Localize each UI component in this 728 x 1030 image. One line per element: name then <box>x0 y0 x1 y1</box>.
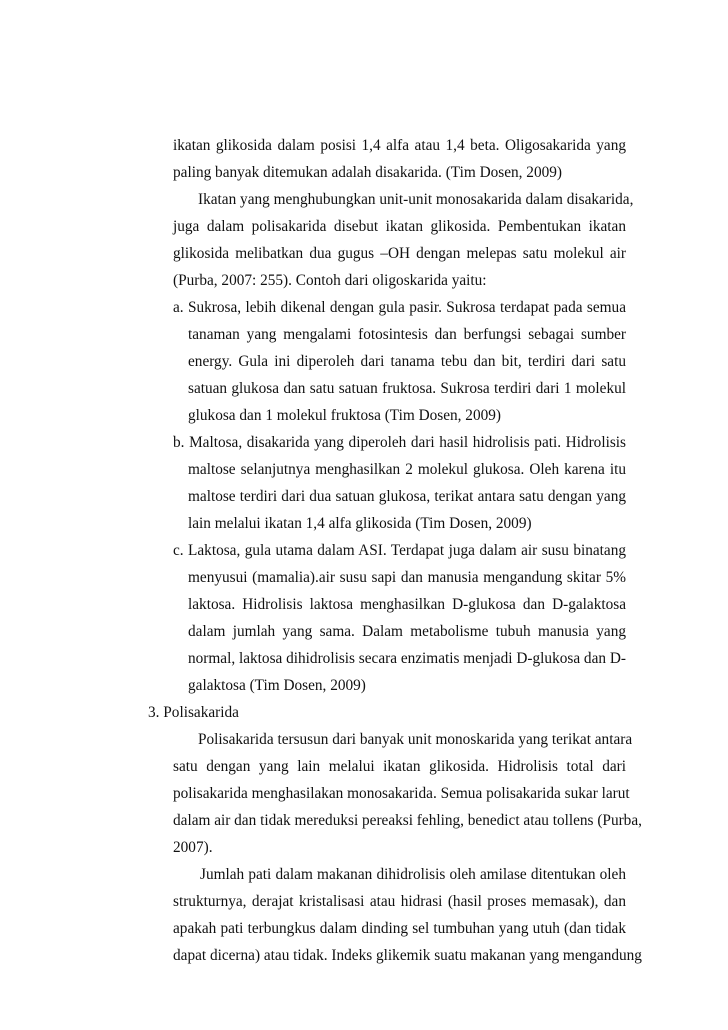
text-line: lain melalui ikatan 1,4 alfa glikosida (Tim Dosen, 2009) <box>188 515 532 532</box>
text-line: polisakarida menghasilakan monosakarida. Semua polisakarida sukar larut <box>173 785 630 802</box>
text-line: dapat dicerna) atau tidak. Indeks glikemik suatu makanan yang mengandung <box>173 947 642 964</box>
text-line: juga dalam polisakarida disebut ikatan glikosida. Pembentukan ikatan <box>173 218 626 235</box>
section-heading: 3. Polisakarida <box>148 704 239 721</box>
text-line: glikosida melibatkan dua gugus –OH dengan melepas satu molekul air <box>173 245 626 262</box>
text-line: dalam jumlah yang sama. Dalam metabolisme tubuh manusia yang <box>188 623 626 640</box>
text-line: normal, laktosa dihidrolisis secara enzimatis menjadi D-glukosa dan D- <box>188 650 626 667</box>
text-line: maltose selanjutnya menghasilkan 2 molekul glukosa. Oleh karena itu <box>188 461 626 478</box>
text-line: 2007). <box>173 839 213 856</box>
text-line: Ikatan yang menghubungkan unit-unit monosakarida dalam disakarida, <box>198 191 634 208</box>
list-item-a: a. Sukrosa, lebih dikenal dengan gula pasir. Sukrosa terdapat pada semua <box>173 299 626 316</box>
text-line: Polisakarida tersusun dari banyak unit monoskarida yang terikat antara <box>198 731 633 748</box>
text-line: paling banyak ditemukan adalah disakarida. (Tim Dosen, 2009) <box>173 164 562 181</box>
text-line: energy. Gula ini diperoleh dari tanama tebu dan bit, terdiri dari satu <box>188 353 626 370</box>
text-line: maltose terdiri dari dua satuan glukosa, terikat antara satu dengan yang <box>188 488 626 505</box>
list-item-c: c. Laktosa, gula utama dalam ASI. Terdapat juga dalam air susu binatang <box>173 542 626 559</box>
text-line: strukturnya, derajat kristalisasi atau hidrasi (hasil proses memasak), dan <box>173 893 626 910</box>
text-line: apakah pati terbungkus dalam dinding sel tumbuhan yang utuh (dan tidak <box>173 920 626 937</box>
list-item-b: b. Maltosa, disakarida yang diperoleh dari hasil hidrolisis pati. Hidrolisis <box>173 434 626 451</box>
text-line: Jumlah pati dalam makanan dihidrolisis oleh amilase ditentukan oleh <box>200 866 626 883</box>
text-line: laktosa. Hidrolisis laktosa menghasilkan D-glukosa dan D-galaktosa <box>188 596 626 613</box>
text-line: satu dengan yang lain melalui ikatan glikosida. Hidrolisis total dari <box>173 758 626 775</box>
text-line: tanaman yang mengalami fotosintesis dan berfungsi sebagai sumber <box>188 326 626 343</box>
text-line: dalam air dan tidak mereduksi pereaksi fehling, benedict atau tollens (Purba, <box>173 812 642 829</box>
text-line: galaktosa (Tim Dosen, 2009) <box>188 677 366 694</box>
text-line: (Purba, 2007: 255). Contoh dari oligoskarida yaitu: <box>173 272 487 289</box>
text-line: satuan glukosa dan satu satuan fruktosa. Sukrosa terdiri dari 1 molekul <box>188 380 626 397</box>
text-line: menyusui (mamalia).air susu sapi dan manusia mengandung skitar 5% <box>188 569 626 586</box>
text-line: ikatan glikosida dalam posisi 1,4 alfa atau 1,4 beta. Oligosakarida yang <box>173 137 626 154</box>
text-line: glukosa dan 1 molekul fruktosa (Tim Dosen, 2009) <box>188 407 501 424</box>
